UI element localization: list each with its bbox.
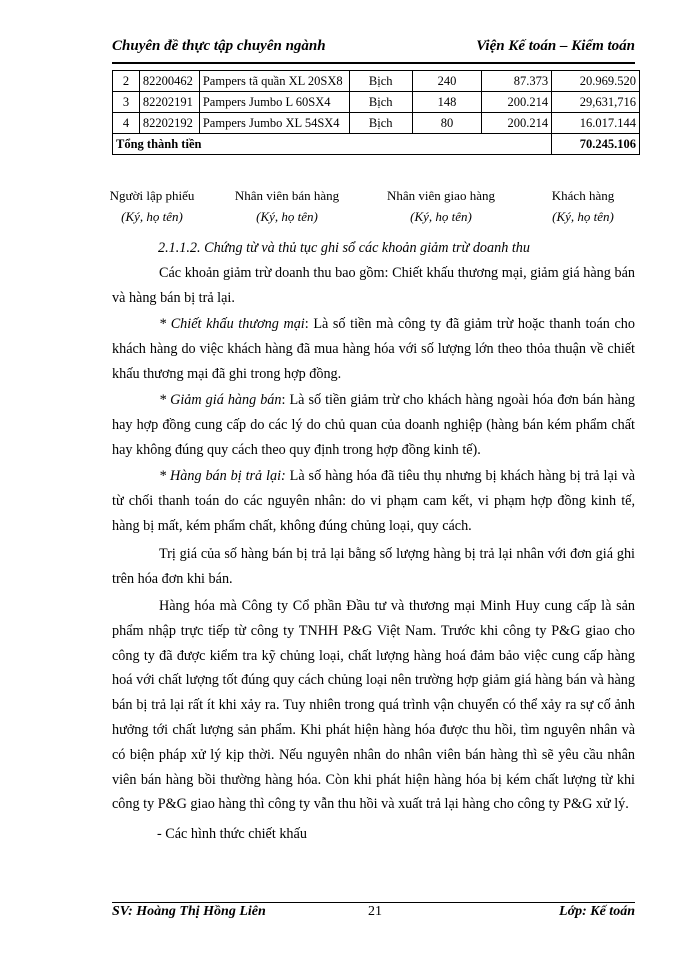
paragraph-returns xyxy=(112,464,635,538)
page-header xyxy=(112,38,635,62)
text-price-reduction: : Là số tiền giảm trừ cho khách hàng ngoài hóa đơn bán hàng hay hợp đồng cung cấp do các lý do chủ quan của doanh nghiệp (hàng bán kém phẩm chất hay không đúng quy cách theo quy định trong hợp đồng kinh tế). xyxy=(112,392,636,458)
cell-price: 200.214 xyxy=(482,92,552,113)
cell-unit: Bịch xyxy=(349,113,412,134)
cell-code: 82202192 xyxy=(139,113,199,134)
table-row xyxy=(113,113,640,134)
signature-note: (Ký, họ tên) xyxy=(121,209,183,224)
cell-amount: 29,631,716 xyxy=(552,92,640,113)
paragraph-price-reduction xyxy=(112,388,635,462)
cell-name: Pampers tã quần XL 20SX8 xyxy=(199,71,349,92)
cell-unit: Bịch xyxy=(349,92,412,113)
term-price-reduction: * Giảm giá hàng bán xyxy=(159,392,282,408)
cell-name: Pampers Jumbo XL 54SX4 xyxy=(199,113,349,134)
cell-price: 200.214 xyxy=(482,113,552,134)
cell-code: 82200462 xyxy=(139,71,199,92)
signature-role: Nhân viên bán hàng xyxy=(234,188,340,203)
signature-block xyxy=(535,188,631,225)
signature-block xyxy=(222,188,352,225)
cell-stt: 2 xyxy=(113,71,140,92)
footer-student: SV: Hoàng Thị Hồng Liên xyxy=(112,904,266,919)
signature-note: (Ký, họ tên) xyxy=(410,209,472,224)
paragraph-company: Hàng hóa mà Công ty Cổ phần Đầu tư và thương mại Minh Huy cung cấp là sản phẩm nhập trực tiếp từ công ty TNHH P&G Việt Nam. Trước khi công ty P&G giao cho công ty đã được kiểm tra kỹ chủng loại, chất lượng hàng hoá đảm bảo việc cung cấp hàng hoá với chất lượng tốt đúng quy cách chủng loại nên trường hợp giảm giá hàng bán và hàng bán bị trả lại rất ít khi xảy ra. Tuy nhiên trong quá trình vận chuyển có thể xảy ra sự cố ảnh hưởng tới chất lượng sản phẩm. Khi phát hiện hàng hóa được thu hồi, tìm nguyên nhân và có biện pháp xử lý kịp thời. Nếu nguyên nhân do nhân viên bán hàng thì sẽ yêu cầu nhân viên bán hàng bồi thường hàng hóa. Còn khi phát hiện hàng hóa bị kém chất lượng từ khi công ty P&G giao hàng thì công ty vẫn thu hồi và xuất trả lại hàng cho công ty P&G xử lý. xyxy=(112,598,635,813)
cell-unit: Bịch xyxy=(349,71,412,92)
header-right: Viện Kế toán – Kiểm toán xyxy=(476,38,635,54)
cell-qty: 240 xyxy=(412,71,482,92)
signature-note: (Ký, họ tên) xyxy=(552,209,614,224)
cell-stt: 4 xyxy=(113,113,140,134)
text-returns: Là số hàng hóa đã tiêu thụ nhưng bị khách hàng bị trả lại và từ chối thanh toán do các nguyên nhân: do vi phạm cam kết, vi phạm hợp đồng kinh tế, hàng bị mất, kém phẩm chất, không đúng chủng loại, quy cách. xyxy=(112,468,636,534)
total-label: Tổng thành tiền xyxy=(113,134,552,155)
invoice-table xyxy=(112,70,640,155)
section-title: 2.1.1.2. Chứng từ và thủ tục ghi sổ các khoản giảm trừ doanh thu xyxy=(158,240,530,256)
signature-note: (Ký, họ tên) xyxy=(256,209,318,224)
cell-qty: 80 xyxy=(412,113,482,134)
paragraph-return-value: Trị giá của số hàng bán bị trả lại bằng số lượng hàng bị trả lại nhân với đơn giá ghi trên hóa đơn khi bán. xyxy=(112,546,635,587)
paragraph-trade-discount xyxy=(112,312,635,386)
page-number: 21 xyxy=(368,904,382,919)
footer-divider xyxy=(112,902,635,903)
cell-amount: 20.969.520 xyxy=(552,71,640,92)
footer-class: Lớp: Kế toán xyxy=(559,904,635,919)
signature-role: Người lập phiếu xyxy=(109,188,195,203)
cell-qty: 148 xyxy=(412,92,482,113)
table-row xyxy=(113,71,640,92)
header-divider xyxy=(112,62,635,64)
cell-stt: 3 xyxy=(113,92,140,113)
signature-block xyxy=(375,188,507,225)
paragraph-intro: Các khoản giảm trừ doanh thu bao gồm: Chiết khấu thương mại, giảm giá hàng bán và hàng bán bị trả lại. xyxy=(112,265,635,306)
cell-price: 87.373 xyxy=(482,71,552,92)
term-trade-discount: * Chiết khấu thương mại xyxy=(159,316,305,332)
signature-role: Nhân viên giao hàng xyxy=(387,188,495,203)
total-value: 70.245.106 xyxy=(552,134,640,155)
term-returns: * Hàng bán bị trả lại: xyxy=(159,468,286,484)
cell-amount: 16.017.144 xyxy=(552,113,640,134)
signature-role: Khách hàng xyxy=(551,188,615,203)
header-left: Chuyên đề thực tập chuyên ngành xyxy=(112,38,326,54)
cell-name: Pampers Jumbo L 60SX4 xyxy=(199,92,349,113)
table-row xyxy=(113,92,640,113)
cell-code: 82202191 xyxy=(139,92,199,113)
paragraph-discount-forms: - Các hình thức chiết khấu xyxy=(157,826,307,842)
table-total-row xyxy=(113,134,640,155)
text-trade-discount: : Là số tiền mà công ty đã giảm trừ hoặc thanh toán cho khách hàng do việc khách hàng đã mua hàng hóa với số lượng lớn theo thỏa thuận về chiết khấu thương mại đã ghi trong hợp đồng. xyxy=(112,316,635,382)
signature-block xyxy=(100,188,204,225)
